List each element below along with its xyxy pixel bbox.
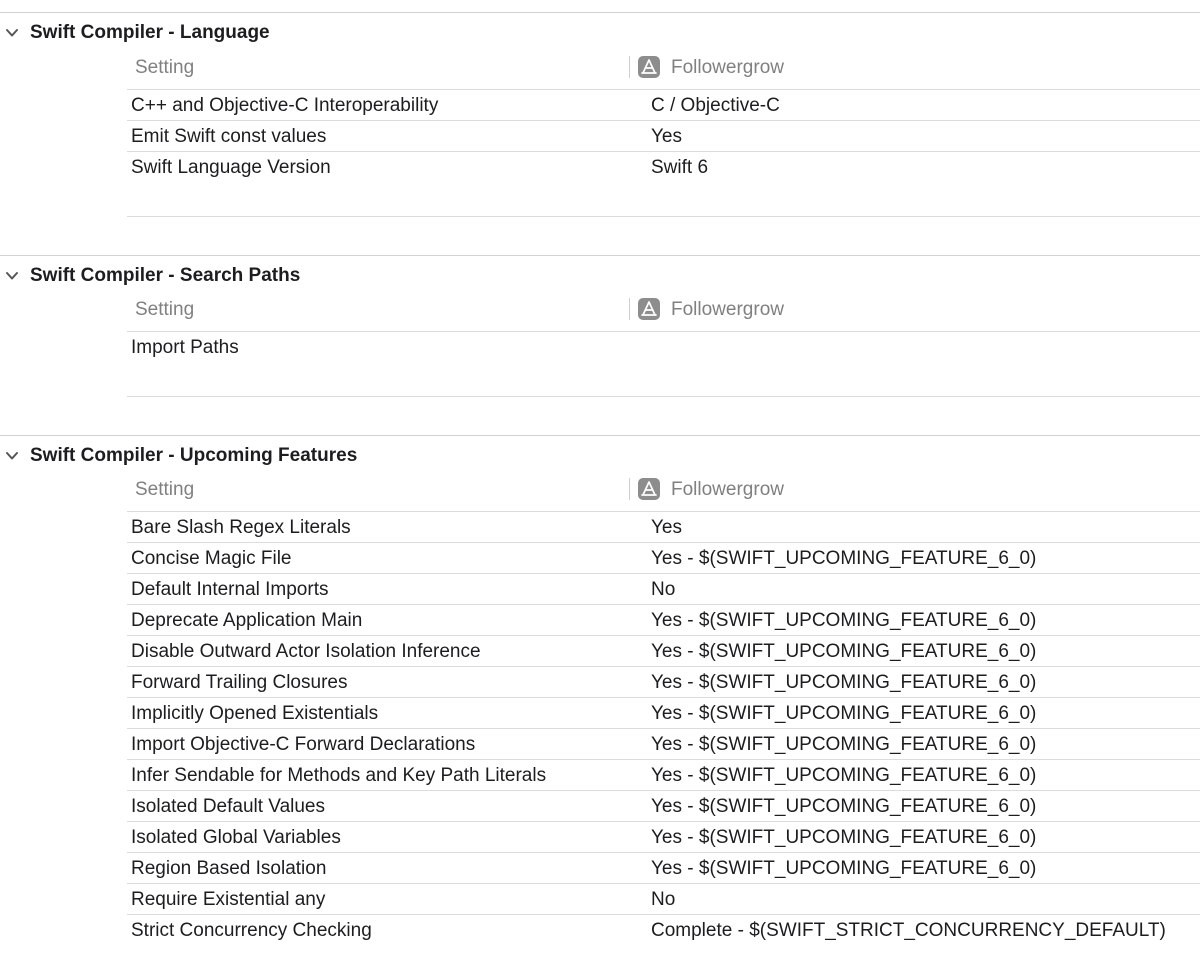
app-target-icon [638,298,660,320]
setting-row-value[interactable]: Complete - $(SWIFT_STRICT_CONCURRENCY_DEFAULT) [651,920,1166,941]
column-divider[interactable] [629,478,630,500]
setting-row-value[interactable]: Yes - $(SWIFT_UPCOMING_FEATURE_6_0) [651,796,1037,817]
app-target-icon [638,478,660,500]
setting-row-label[interactable]: Swift Language Version [131,157,331,178]
setting-row-label[interactable]: Disable Outward Actor Isolation Inference [131,641,481,662]
row-separator [127,821,1200,822]
row-separator [127,151,1200,152]
setting-row-label[interactable]: C++ and Objective-C Interoperability [131,95,439,116]
setting-row-value[interactable]: No [651,889,676,910]
setting-row-label[interactable]: Require Existential any [131,889,326,910]
row-separator [127,728,1200,729]
column-header-target[interactable]: Followergrow [671,299,784,320]
section-title[interactable]: Swift Compiler - Search Paths [30,265,301,286]
column-divider[interactable] [629,56,630,78]
setting-row-label[interactable]: Import Objective-C Forward Declarations [131,734,476,755]
chevron-down-icon[interactable] [4,26,20,40]
setting-row-label[interactable]: Concise Magic File [131,548,292,569]
top-separator [0,12,1200,13]
setting-row-label[interactable]: Infer Sendable for Methods and Key Path Literals [131,765,547,786]
app-target-icon [638,56,660,78]
section-title[interactable]: Swift Compiler - Language [30,22,270,43]
row-separator [127,542,1200,543]
row-separator [127,852,1200,853]
setting-row-value[interactable]: Yes - $(SWIFT_UPCOMING_FEATURE_6_0) [651,734,1037,755]
setting-row-label[interactable]: Emit Swift const values [131,126,327,147]
row-separator [127,573,1200,574]
row-separator [127,120,1200,121]
column-divider[interactable] [629,298,630,320]
header-separator [127,511,1200,512]
section-separator [0,435,1200,436]
column-header-setting[interactable]: Setting [135,479,195,500]
chevron-down-icon[interactable] [4,269,20,283]
setting-row-label[interactable]: Import Paths [131,337,239,358]
setting-row-value[interactable]: C / Objective-C [651,95,780,116]
row-separator [127,635,1200,636]
setting-row-value[interactable]: No [651,579,676,600]
row-separator [127,790,1200,791]
chevron-down-icon[interactable] [4,449,20,463]
section-separator [0,255,1200,256]
setting-row-label[interactable]: Isolated Default Values [131,796,325,817]
row-separator [127,759,1200,760]
setting-row-label[interactable]: Region Based Isolation [131,858,327,879]
column-header-target[interactable]: Followergrow [671,57,784,78]
column-header-target[interactable]: Followergrow [671,479,784,500]
setting-row-label[interactable]: Forward Trailing Closures [131,672,348,693]
setting-row-label[interactable]: Isolated Global Variables [131,827,341,848]
section-bottom-separator [127,216,1200,217]
section-title[interactable]: Swift Compiler - Upcoming Features [30,445,358,466]
column-header-setting[interactable]: Setting [135,57,195,78]
section-bottom-separator [127,396,1200,397]
header-separator [127,89,1200,90]
setting-row-value[interactable]: Yes - $(SWIFT_UPCOMING_FEATURE_6_0) [651,765,1037,786]
setting-row-value[interactable]: Yes [651,126,682,147]
column-header-setting[interactable]: Setting [135,299,195,320]
setting-row-value[interactable]: Yes [651,517,682,538]
setting-row-label[interactable]: Deprecate Application Main [131,610,363,631]
setting-row-value[interactable]: Yes - $(SWIFT_UPCOMING_FEATURE_6_0) [651,672,1037,693]
row-separator [127,883,1200,884]
setting-row-value[interactable]: Yes - $(SWIFT_UPCOMING_FEATURE_6_0) [651,548,1037,569]
setting-row-value[interactable]: Yes - $(SWIFT_UPCOMING_FEATURE_6_0) [651,703,1037,724]
row-separator [127,697,1200,698]
setting-row-label[interactable]: Strict Concurrency Checking [131,920,372,941]
setting-row-value[interactable]: Swift 6 [651,157,709,178]
setting-row-label[interactable]: Bare Slash Regex Literals [131,517,351,538]
setting-row-value[interactable]: Yes - $(SWIFT_UPCOMING_FEATURE_6_0) [651,858,1037,879]
setting-row-value[interactable]: Yes - $(SWIFT_UPCOMING_FEATURE_6_0) [651,827,1037,848]
row-separator [127,604,1200,605]
setting-row-label[interactable]: Implicitly Opened Existentials [131,703,379,724]
setting-row-label[interactable]: Default Internal Imports [131,579,329,600]
setting-row-value[interactable]: Yes - $(SWIFT_UPCOMING_FEATURE_6_0) [651,610,1037,631]
row-separator [127,666,1200,667]
row-separator [127,914,1200,915]
setting-row-value[interactable]: Yes - $(SWIFT_UPCOMING_FEATURE_6_0) [651,641,1037,662]
header-separator [127,331,1200,332]
